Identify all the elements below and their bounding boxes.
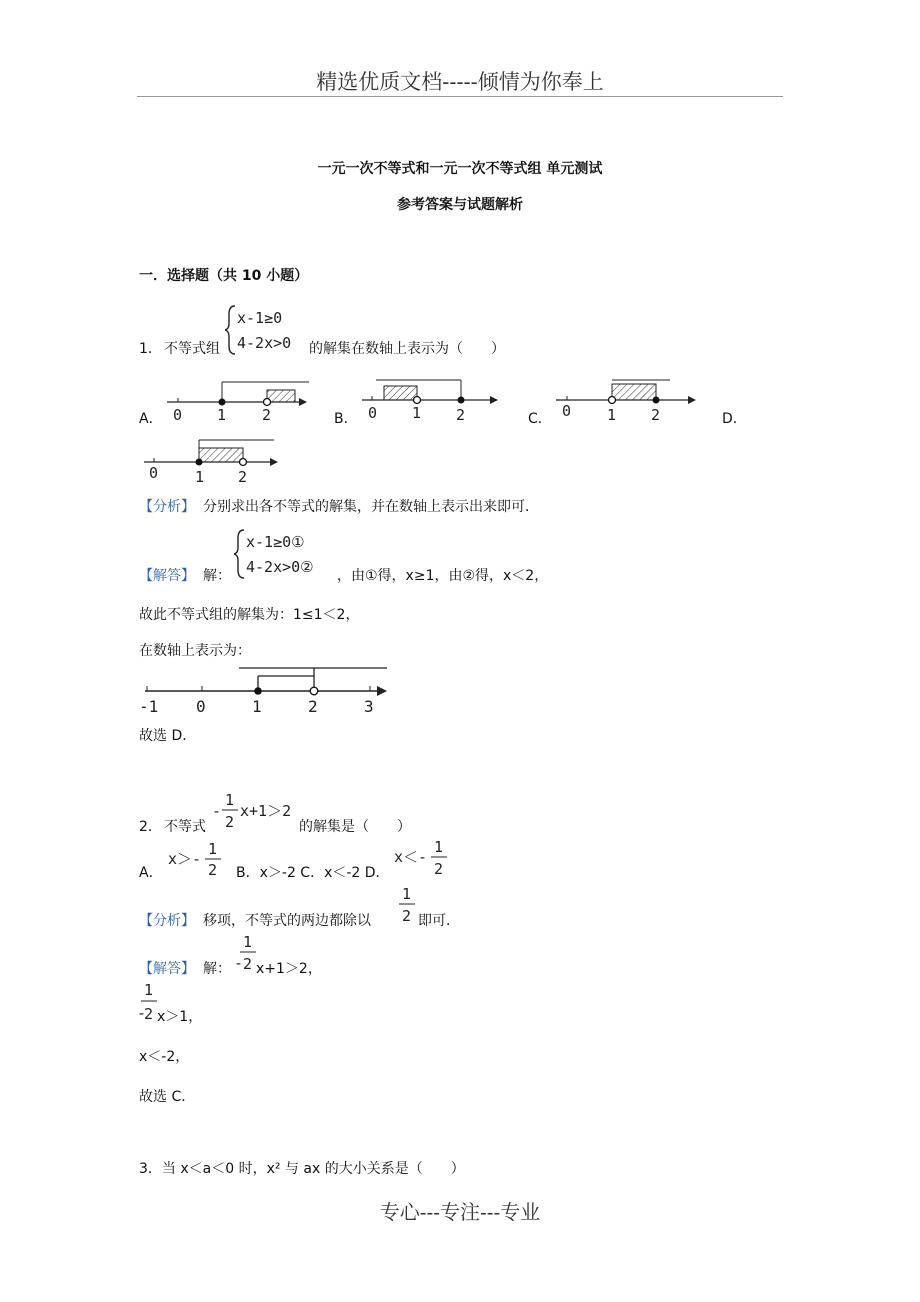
q1-option-d-label: D． [722, 411, 747, 427]
q1-solution-line2: 故此不等式组的解集为：1≤1＜2， [139, 607, 360, 623]
q2-option-a-label: A． [139, 865, 163, 881]
open-point [609, 397, 616, 404]
tick-label--1: -1 [139, 697, 159, 716]
q2-stem-pre: 不等式 [164, 819, 206, 835]
tick-label-0: 0 [149, 464, 159, 482]
q1-solution-pre: 解： [203, 568, 231, 584]
axis-arrow [688, 396, 696, 404]
svg-text:1: 1 [144, 981, 154, 999]
q2-number: 2． [139, 819, 162, 835]
solid-point [254, 687, 262, 695]
q2-step1-fraction [234, 932, 258, 976]
svg-text:2: 2 [402, 907, 412, 925]
svg-text:2: 2 [208, 861, 218, 879]
q1-numbered-line2: 4-2x>0② [246, 558, 314, 576]
tick-label-1: 1 [412, 404, 422, 422]
tick-label-1: 1 [195, 468, 205, 486]
svg-text:1: 1 [243, 933, 253, 951]
tick-label-2: 2 [262, 406, 272, 424]
q2-option-a-image [166, 840, 228, 880]
q2-options-bcd: B．x＞-2 C．x＜-2 D． [236, 865, 390, 881]
q1-option-c-label: C． [528, 411, 552, 427]
q1-conclusion: 故选 D． [139, 728, 197, 744]
q3-stem: 3．当 x＜a＜0 时，x² 与 ax 的大小关系是（ ） [139, 1161, 465, 1177]
q2-step1: x+1＞2， [256, 961, 322, 977]
q2-analysis-fraction [397, 884, 419, 928]
q1-solution-post: ，由①得，x≥1，由②得，x＜2， [337, 568, 549, 584]
q2-analysis-post: 即可． [418, 913, 460, 929]
q1-stem-post: 的解集在数轴上表示为（ ） [309, 341, 505, 357]
axis-arrow [299, 398, 307, 406]
q2-option-d-image [392, 838, 454, 880]
q1-system-line1: x-1≥0 [237, 309, 283, 327]
solid-point [219, 399, 226, 406]
tick-label-1: 1 [252, 697, 262, 716]
option-a-expr: x＞- [168, 850, 202, 868]
q1-system-image [225, 302, 311, 358]
shaded-region [199, 448, 243, 462]
q2-solution-pre: 解： [203, 961, 231, 977]
svg-text:2: 2 [434, 860, 444, 878]
svg-text:-: - [137, 1004, 147, 1022]
shaded-region [267, 390, 295, 402]
q1-option-a-numberline [163, 376, 311, 428]
document-title: 一元一次不等式和一元一次不等式组 单元测试 [317, 161, 603, 177]
q2-solution-tag: 【解答】 [139, 961, 195, 977]
q1-option-a-label: A． [139, 411, 163, 427]
shaded-region [612, 384, 656, 400]
solid-point [196, 459, 203, 466]
frac-den: 2 [225, 813, 235, 831]
q1-option-c-numberline [552, 374, 700, 426]
svg-text:-: - [212, 802, 222, 820]
axis-arrow [270, 458, 278, 466]
q1-option-b-label: B． [334, 411, 358, 427]
open-point [264, 399, 271, 406]
q2-conclusion: 故选 C． [139, 1089, 196, 1105]
tick-label-2: 2 [651, 406, 661, 424]
tick-label-2: 2 [308, 697, 318, 716]
q1-solution-tag: 【解答】 [139, 568, 195, 584]
shaded-region [384, 386, 417, 400]
q1-answer-numberline [137, 660, 391, 718]
q1-numbered-line1: x-1≥0① [246, 533, 305, 551]
tick-label-1: 1 [607, 406, 617, 424]
tick-label-0: 0 [368, 404, 378, 422]
tick-label-2: 2 [238, 468, 248, 486]
q1-system-numbered-image [234, 526, 344, 582]
tick-label-1: 1 [217, 406, 227, 424]
open-point [240, 459, 247, 466]
q2-expression-image [212, 790, 304, 834]
expr-tail: x+1＞2 [240, 802, 292, 820]
tick-label-0: 0 [173, 406, 183, 424]
open-point [310, 687, 318, 695]
frac-num: 1 [225, 791, 235, 809]
tick-label-0: 0 [196, 697, 206, 716]
tick-label-0: 0 [562, 402, 572, 420]
q2-stem-post: 的解集是（ ） [299, 819, 411, 835]
q1-analysis: 分别求出各不等式的解集，并在数轴上表示出来即可． [203, 499, 539, 515]
svg-text:1: 1 [402, 885, 412, 903]
open-point [414, 397, 421, 404]
option-d-expr: x＜- [394, 848, 428, 866]
q1-stem-pre: 不等式组 [164, 341, 220, 357]
q2-step3: x＜-2， [139, 1049, 190, 1065]
svg-text:1: 1 [208, 840, 218, 858]
svg-text:2: 2 [243, 955, 253, 973]
q1-option-d-numberline [140, 434, 286, 488]
q1-option-b-numberline [358, 374, 500, 426]
q1-analysis-tag: 【分析】 [139, 499, 195, 515]
tick-label-2: 2 [456, 406, 466, 424]
q1-solution-line3: 在数轴上表示为： [139, 643, 251, 659]
svg-text:1: 1 [434, 838, 444, 856]
solid-point [653, 397, 660, 404]
solid-point [458, 397, 465, 404]
axis-arrow [377, 686, 387, 696]
section-heading: 一．选择题（共 10 小题） [139, 268, 309, 284]
page-footer: 专心---专注---专业 [379, 1200, 541, 1224]
document-subtitle: 参考答案与试题解析 [397, 197, 523, 213]
q2-analysis-tag: 【分析】 [139, 913, 195, 929]
q1-number: 1． [139, 341, 162, 357]
svg-text:-: - [234, 954, 244, 972]
q2-analysis-pre: 移项，不等式的两边都除以 [203, 913, 371, 929]
svg-text:2: 2 [144, 1005, 154, 1023]
q1-system-line2: 4-2x>0 [237, 334, 292, 352]
page-header: 精选优质文档-----倾情为你奉上 [316, 70, 604, 94]
axis-arrow [490, 396, 498, 404]
q2-step2: x＞1， [157, 1009, 203, 1025]
tick-label-3: 3 [364, 697, 374, 716]
header-rule [137, 96, 783, 97]
